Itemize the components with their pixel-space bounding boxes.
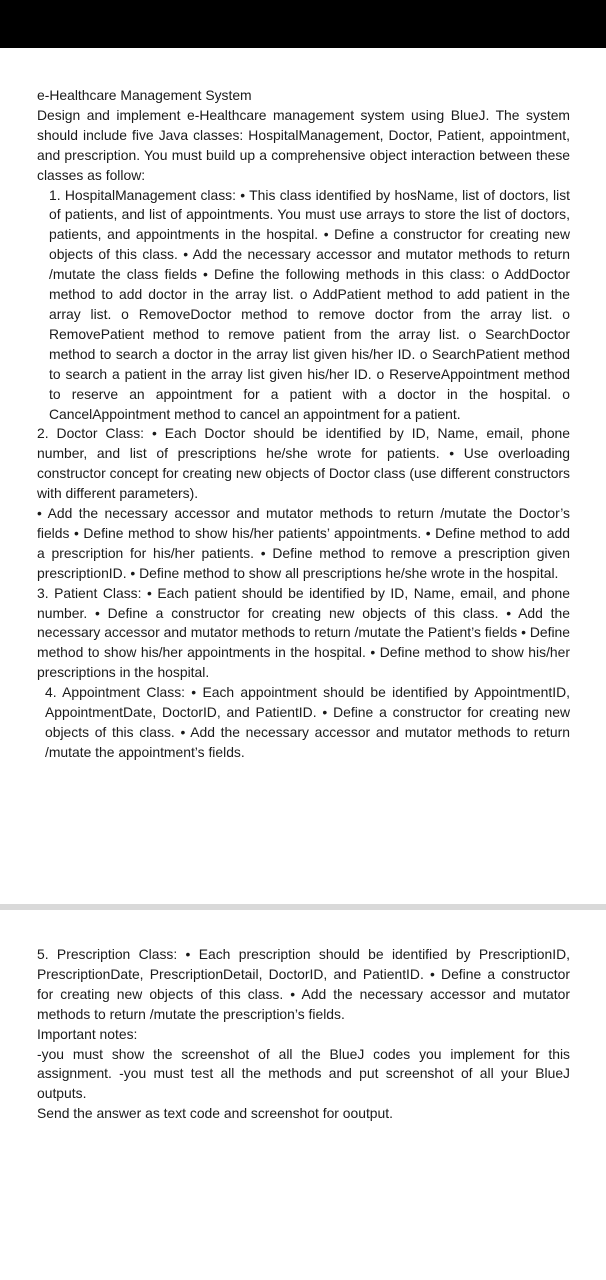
prescription-class-paragraph: 5. Prescription Class: • Each prescription should be identified by PrescriptionID, PrescriptionDate, PrescriptionDetail, DoctorID, and PatientID. • Define a constructor for creating new objects of this class. • Add the necessary accessor and mutator methods to return /mutate the prescription’s fields. [37,946,570,1022]
hospital-management-paragraph: 1. HospitalManagement class: • This class identified by hosName, list of doctors, list of patients, and list of appointments. You must use arrays to store the list of doctors, patients, and appointments in the hospital. • Define a constructor for creating new objects of this class. • Add the necessary accessor and mutator methods to return /mutate the class fields • Define the following methods in this class: o AddDoctor method to add doctor in the array list. o AddPatient method to add patient in the array list. o RemoveDoctor method to remove doctor from the array list. o RemovePatient method to remove patient from the array list. o SearchDoctor method to search a doctor in the array list given his/her ID. o SearchPatient method to search a patient in the array list given his/her ID. o ReserveAppointment method to reserve an appointment for a patient with a doctor in the hospital. o CancelAppointment method to cancel an appointment for a patient. [49,186,570,422]
doctor-class-paragraph: 2. Doctor Class: • Each Doctor should be identified by ID, Name, email, phone number, and list of prescriptions he/she wrote for patients. • Use overloading constructor concept for creating new objects of Doctor class (use different constructors with different parameters). [37,425,570,502]
document-title: e-Healthcare Management System [37,87,252,103]
document-page-2 [0,910,606,1280]
appointment-class-paragraph: 4. Appointment Class: • Each appointment should be identified by AppointmentID, AppointmentDate, DoctorID, and PatientID. • Define a constructor for creating new objects of this class. • Add the necessary accessor and mutator methods to return /mutate the appointment’s fields. [45,684,570,760]
patient-class-paragraph: 3. Patient Class: • Each patient should be identified by ID, Name, email, and phone number. • Define a constructor for creating new objects of this class. • Add the necessary accessor and mutator methods to return /mutate the Patient’s fields • Define method to show his/her appointments in the hospital. • Define method to show his/her prescriptions in the hospital. [37,584,570,681]
document-page-1 [0,48,606,904]
intro-paragraph: Design and implement e-Healthcare management system using BlueJ. The system should include five Java classes: HospitalManagement, Doctor, Patient, appointment, and prescription. You must build up a comprehensive object interaction between these classes as follow: [37,106,570,183]
closing-line: Send the answer as text code and screenshot for ooutput. [37,1105,393,1122]
top-black-bar [0,0,606,48]
notes-heading: Important notes: [37,1025,138,1042]
doctor-class-methods-paragraph: • Add the necessary accessor and mutator methods to return /mutate the Doctor’s fields • Define method to show his/her patients’ appointments. • Define method to add a prescription for his/her patients. • Define method to remove a prescription given prescriptionID. • Define method to show all prescriptions he/she wrote in the hospital. [37,505,570,581]
page-1-text [37,86,570,763]
page-2-text [37,945,570,1124]
notes-paragraph: -you must show the screenshot of all the BlueJ codes you implement for this assignment. -you must test all the methods and put screenshot of all your BlueJ outputs. [37,1045,570,1102]
